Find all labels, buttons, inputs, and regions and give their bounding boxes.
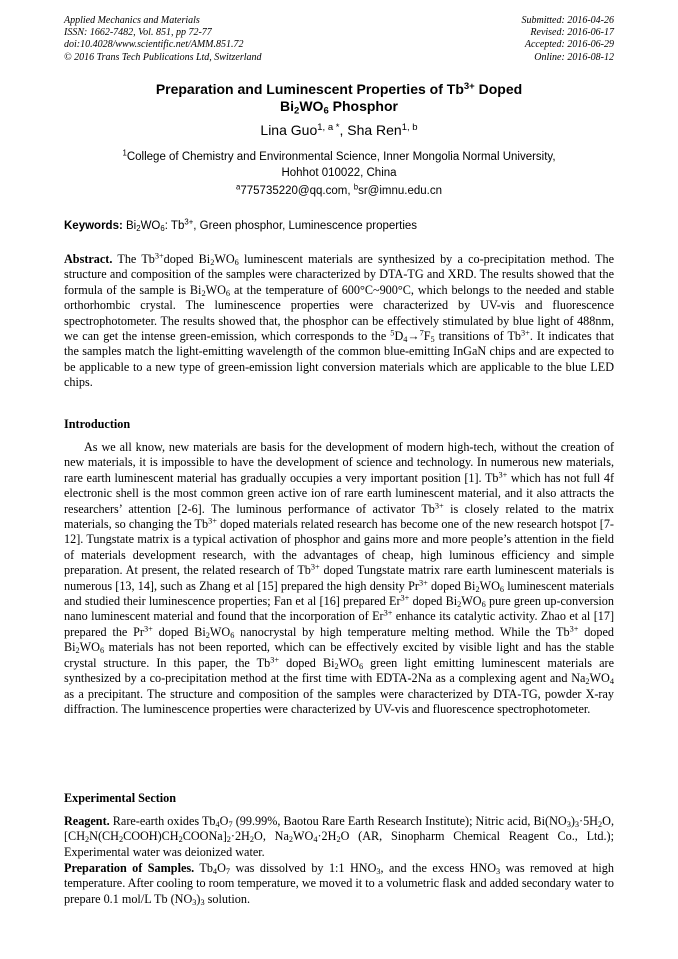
kw-text: Bi: [122, 220, 137, 232]
reagent-label: Reagent.: [64, 814, 110, 828]
keywords: [64, 219, 614, 234]
intro-text: WO: [461, 594, 482, 609]
intro-text: green light emitting luminescent materials are synthesized by a co-precipitation method at the first time with EDTA-2Na as a complexing agent and Na: [64, 655, 614, 686]
abs-text: doped Bi: [163, 252, 211, 266]
intro-text: doped Bi: [64, 624, 614, 655]
exp-sub: 2: [288, 835, 294, 845]
intro-text: WO: [79, 640, 100, 655]
exp-sub: 4: [212, 867, 218, 877]
abs-sub: 6: [234, 258, 239, 268]
intro-sub: 6: [230, 630, 235, 640]
preparation-paragraph: [64, 861, 614, 907]
email-sep: ,: [347, 185, 354, 197]
exp-sub: 2: [336, 835, 341, 845]
abs-text: WO: [214, 252, 235, 266]
exp-sub: 4: [313, 835, 318, 845]
intro-sup: 3+: [310, 562, 320, 572]
abs-sup: 3+: [521, 328, 530, 338]
intro-text: doped Bi: [279, 655, 335, 670]
section-heading-experimental: Experimental Section: [64, 791, 177, 805]
abs-sub: 5: [430, 335, 435, 345]
intro-text: which has not full 4f electronic shell is the most common green active ion of rare earth luminescent material, and it also attracts the researchers’ attention [2-6]. The luminous performance of activator Tb: [64, 470, 615, 516]
title-text: Doped: [474, 81, 523, 97]
intro-sup: 3+: [383, 608, 393, 618]
intro-text: doped materials related research has become one of the new research hotspot [7-12]. Tungstate matrix is a typical activation of phosphor and gains more and more people’s attention in the field of materials development research, with the advantages of cheap, high luminous efficiency and simple preparation. At present, the related research of Tb: [64, 517, 614, 578]
email-sup: b: [353, 182, 359, 192]
intro-sub: 6: [99, 646, 105, 656]
keywords-label: Keywords:: [64, 220, 123, 232]
intro-text: WO: [479, 578, 500, 593]
exp-text: COONa]: [182, 829, 227, 844]
intro-text: materials has not been reported, which can be effectively excited by visible light and has the stable crystal structure. In this paper, the Tb: [64, 640, 614, 670]
abs-text: →: [407, 329, 420, 344]
email-link[interactable]: sr@imnu.edu.cn: [358, 185, 442, 197]
author-sep: ,: [339, 122, 348, 138]
exp-sub: 2: [178, 835, 183, 845]
exp-text: O, [CH: [64, 814, 614, 844]
intro-text: WO: [589, 671, 610, 686]
intro-sub: 2: [457, 600, 462, 610]
kw-sub: 2: [136, 223, 141, 233]
exp-text: ·2H: [317, 829, 337, 844]
exp-sub: 2: [118, 835, 124, 845]
intro-sup: 3+: [498, 470, 508, 480]
intro-sup: 3+: [144, 624, 153, 634]
exp-text: ): [570, 814, 575, 828]
abs-text: WO: [205, 282, 226, 297]
exp-sub: 3: [376, 867, 381, 877]
exp-text: Tb: [194, 861, 213, 875]
kw-text: WO: [140, 220, 161, 232]
abstract-label: Abstract.: [64, 252, 113, 266]
exp-text: WO: [293, 829, 314, 844]
title-text: Bi: [280, 98, 295, 114]
intro-text: WO: [338, 655, 359, 670]
intro-sub: 2: [585, 677, 590, 687]
abs-sub: 2: [210, 258, 215, 268]
date-revised: Revised: 2016-06-17: [530, 27, 614, 39]
intro-text: pure green up-conversion nano luminescent material and found that the incorporation of Er: [64, 594, 614, 624]
exp-sub: 3: [496, 867, 501, 877]
author-sup: 1, b: [401, 121, 418, 133]
exp-sub: 4: [215, 820, 220, 830]
exp-sub: 7: [225, 867, 231, 877]
intro-text: enhance its catalytic activity. Zhao et al [17] prepared the Pr: [64, 609, 615, 639]
exp-sub: 2: [226, 835, 231, 845]
date-submitted: Submitted: 2016-04-26: [521, 15, 614, 26]
section-heading-introduction: Introduction: [64, 417, 131, 431]
exp-sub: 2: [249, 835, 255, 845]
intro-sup: 3+: [418, 578, 428, 588]
author-emails: [64, 184, 614, 199]
abs-text: at the temperature of 600°C~900°C, which belongs to the needed and stable orthorhombic crystal. The luminescence properties were characterized by UV-vis and fluorescence spectrophotometer. The results showed that, the phosphor can be effectively stimulated by blue light of 488nm, we can get the intense green-emission, which corresponds to the: [64, 282, 615, 344]
kw-sup: 3+: [184, 217, 194, 227]
intro-sup: 3+: [208, 516, 217, 526]
exp-text: was removed at high temperature. After cooling to room temperature, we moved it to a volumetric flask and added secondary water to prepare 0.1 mol/L Tb (NO: [64, 861, 614, 906]
reagent-paragraph: [64, 814, 614, 860]
affiliation-line: Hohhot 010022, China: [281, 166, 397, 179]
abs-text: The Tb: [112, 252, 155, 266]
abs-sup: 3+: [154, 251, 164, 261]
intro-text: WO: [209, 624, 231, 639]
affiliation: [64, 150, 614, 181]
author-name: Sha Ren: [347, 122, 402, 138]
exp-sub: 3: [574, 820, 580, 830]
intro-text: doped Bi: [409, 594, 458, 609]
author-sup: 1, a *: [317, 121, 340, 133]
exp-text: Rare-earth oxides Tb: [109, 814, 216, 828]
author-name: Lina Guo: [260, 122, 318, 138]
title-sub: 2: [294, 105, 300, 117]
title-sup: 3+: [463, 80, 475, 92]
intro-text: is closely related to the matrix materials, so changing the Tb: [64, 501, 614, 532]
intro-text: doped Bi: [152, 624, 206, 639]
exp-sub: 3: [200, 897, 205, 907]
abs-sub: 4: [403, 335, 408, 345]
email-link[interactable]: 775735220@qq.com: [240, 185, 348, 197]
exp-text: was dissolved by 1:1 HNO: [230, 861, 377, 875]
abs-text: D: [394, 329, 404, 344]
exp-text: N(CH: [89, 829, 119, 844]
affiliation-line: College of Chemistry and Environmental Science, Inner Mongolia Normal University,: [126, 151, 556, 163]
journal-header-right: [522, 15, 615, 64]
journal-issn: ISSN: 1662-7482, Vol. 851, pp 72-77: [64, 27, 212, 39]
intro-text: luminescent materials and studied their luminescence properties; Fan et al [16] prepared Er: [64, 578, 614, 609]
journal-copyright: © 2016 Trans Tech Publications Ltd, Switzerland: [64, 51, 262, 63]
intro-sup: 3+: [400, 593, 410, 603]
title-text: Phosphor: [328, 98, 398, 114]
exp-sub: 2: [85, 835, 90, 845]
exp-text: solution.: [204, 891, 250, 906]
abstract-paragraph: [64, 252, 614, 391]
intro-text: doped Tungstate matrix rare earth luminescent materials is numerous [13, 14], such as Zhang et al [15] prepared the high density Pr: [64, 563, 614, 593]
kw-text: , Green phosphor, Luminescence properties: [193, 220, 418, 232]
intro-text: As we all know, new materials are basis for the development of modern high-tech, without the creation of new materials, it is impossible to have the development of science and technology. In numerous new materials, rare earth luminescent material has gradually occupies a very important position [1]. Tb: [64, 440, 614, 485]
email-sup: a: [236, 182, 241, 192]
introduction-paragraph: [64, 440, 614, 717]
intro-sup: 3+: [270, 655, 280, 665]
intro-sub: 6: [481, 600, 486, 610]
intro-sup: 3+: [434, 501, 444, 511]
exp-text: COOH)CH: [123, 829, 179, 844]
intro-sub: 6: [358, 661, 364, 671]
preparation-label: Preparation of Samples.: [64, 861, 195, 875]
intro-text: nanocrystal by high temperature melting method. While the Tb: [234, 624, 570, 639]
abs-sub: 2: [201, 288, 206, 298]
intro-text: as a precipitant. The structure and composition of the samples were characterized by DTA-TG, powder X-ray diffraction. The luminescence properties were characterized by UV-vis and fluorescence spectrophotometer.: [64, 686, 614, 716]
date-online: Online: 2016-08-12: [534, 51, 614, 63]
exp-sub: 3: [192, 897, 197, 907]
paper-title: [64, 81, 614, 115]
abs-text: luminescent materials are synthesized by a co-precipitation method. The structure and composition of the samples were characterized by DTA-TG and XRD. The results showed that the formula of the sample is Bi: [64, 252, 614, 297]
title-sub: 6: [323, 105, 329, 117]
exp-text: ·5H: [579, 814, 598, 828]
title-text: Preparation and Luminescent Properties of Tb: [155, 81, 464, 97]
journal-name: Applied Mechanics and Materials: [64, 15, 200, 26]
abs-sup: 7: [419, 328, 424, 338]
journal-doi[interactable]: doi:10.4028/www.scientific.net/AMM.851.72: [64, 39, 244, 51]
kw-sub: 6: [160, 223, 165, 233]
affiliation-sup: 1: [122, 148, 127, 158]
exp-sub: 7: [228, 820, 233, 830]
exp-text: O (AR, Sinopharm Chemical Reagent Co., Ltd.); Experimental water was deionized water.: [64, 829, 614, 859]
exp-text: , and the excess HNO: [380, 861, 497, 875]
intro-sub: 2: [205, 630, 210, 640]
exp-text: ·2H: [230, 829, 250, 844]
abs-text: F: [423, 329, 431, 344]
exp-text: ): [196, 891, 201, 906]
exp-text: O: [217, 861, 226, 875]
intro-sup: 3+: [569, 624, 579, 634]
title-text: WO: [299, 98, 324, 114]
intro-sub: 2: [475, 584, 480, 594]
abs-text: transitions of Tb: [434, 329, 521, 344]
journal-header-left: [64, 15, 262, 64]
exp-text: (99.99%, Baotou Rare Earth Research Institute); Nitric acid, Bi(NO: [232, 814, 567, 828]
kw-text: : Tb: [164, 220, 185, 232]
intro-sub: 6: [499, 584, 505, 594]
abs-sub: 6: [225, 288, 231, 298]
exp-text: O: [219, 814, 229, 828]
intro-sub: 4: [609, 677, 614, 687]
intro-text: doped Bi: [427, 578, 476, 593]
exp-sub: 3: [566, 820, 571, 830]
intro-sub: 2: [75, 646, 80, 656]
abs-text: . It indicates that the samples match the light-emitting wavelength of the common blue-emitting InGaN chips and are expected to be applicable to a new type of green-emission light conversion materials which are applicable to the blue LED chips.: [64, 329, 614, 390]
exp-sub: 2: [598, 820, 603, 830]
exp-text: O, Na: [254, 829, 289, 844]
date-accepted: Accepted: 2016-06-29: [524, 39, 614, 51]
intro-sub: 2: [334, 661, 339, 671]
author-list: [64, 122, 614, 139]
abs-sup: 5: [390, 328, 395, 338]
